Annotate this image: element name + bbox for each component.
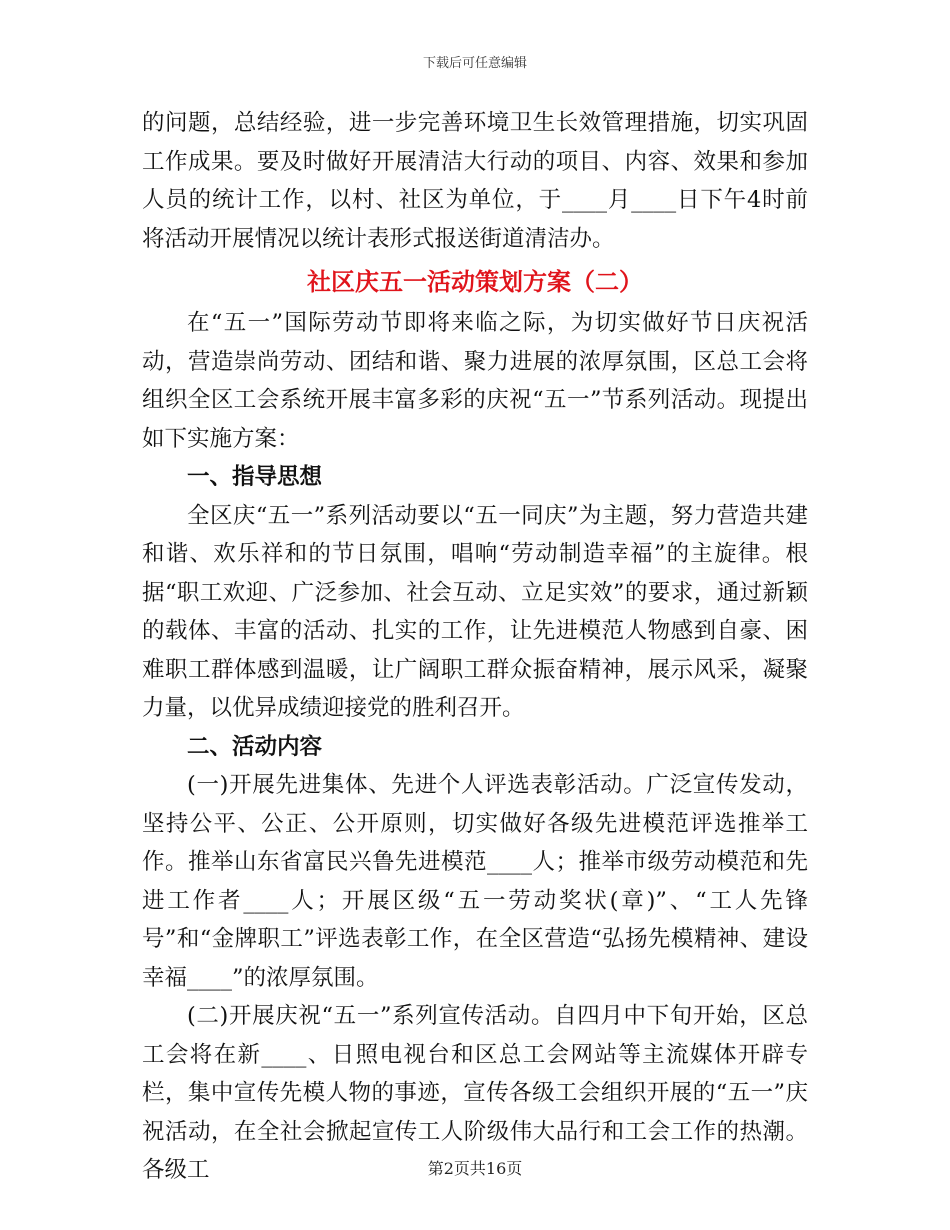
guiding-thought-paragraph: 全区庆“五一”系列活动要以“五一同庆”为主题，努力营造共建和谐、欢乐祥和的节日氛围，唱响“劳动制造幸福”的主旋律。根据“职工欢迎、广泛参加、社会互动、立足实效”的要求，通过新颖的载体、丰富的活动、扎实的工作，让先进模范人物感到自豪、困难职工群体感到温暖，让广阔职工群众振奋精神，展示风采，凝聚力量，以优异成绩迎接党的胜利召开。 (142, 502, 808, 721)
section-heading-guiding-thought: 一、指导思想 (187, 464, 323, 490)
activity-item-1: (一)开展先进集体、先进个人评选表彰活动。广泛宣传发动，坚持公平、公正、公开原则，切实做好各级先进模范评选推举工作。推举山东省富民兴鲁先进模范____人；推举市级劳动模范和先进工作者____人；开展区级“五一劳动奖状(章)”、“工人先锋号”和“金牌职工”评选表彰工作，在全区营造“弘扬先模精神、建设幸福____”的浓厚氛围。 (142, 772, 808, 991)
page-number: 第2页共16页 (427, 1159, 523, 1178)
activity-item-2: (二)开展庆祝“五一”系列宣传活动。自四月中下旬开始，区总工会将在新____、日照电视台和区总工会网站等主流媒体开辟专栏，集中宣传先模人物的事迹，宣传各级工会组织开展的“五一”庆祝活动，在全社会掀起宣传工人阶级伟大品行和工会工作的热潮。各级工 (142, 1003, 808, 1183)
document-title: 社区庆五一活动策划方案（二） (307, 268, 643, 296)
section-heading-activity-content: 二、活动内容 (187, 733, 323, 760)
header-note: 下载后可任意编辑 (422, 56, 527, 71)
intro-paragraph: 在“五一”国际劳动节即将来临之际，为切实做好节日庆祝活动，营造崇尚劳动、团结和谐、聚力进展的浓厚氛围，区总工会将组织全区工会系统开展丰富多彩的庆祝“五一”节系列活动。现提出如下实施方案： (142, 310, 808, 452)
document-body (142, 104, 808, 1190)
continuation-paragraph: 的问题，总结经验，进一步完善环境卫生长效管理措施，切实巩固工作成果。要及时做好开展清洁大行动的项目、内容、效果和参加人员的统计工作，以村、社区为单位，于____月____日下午4时前将活动开展情况以统计表形式报送街道清洁办。 (142, 110, 808, 252)
